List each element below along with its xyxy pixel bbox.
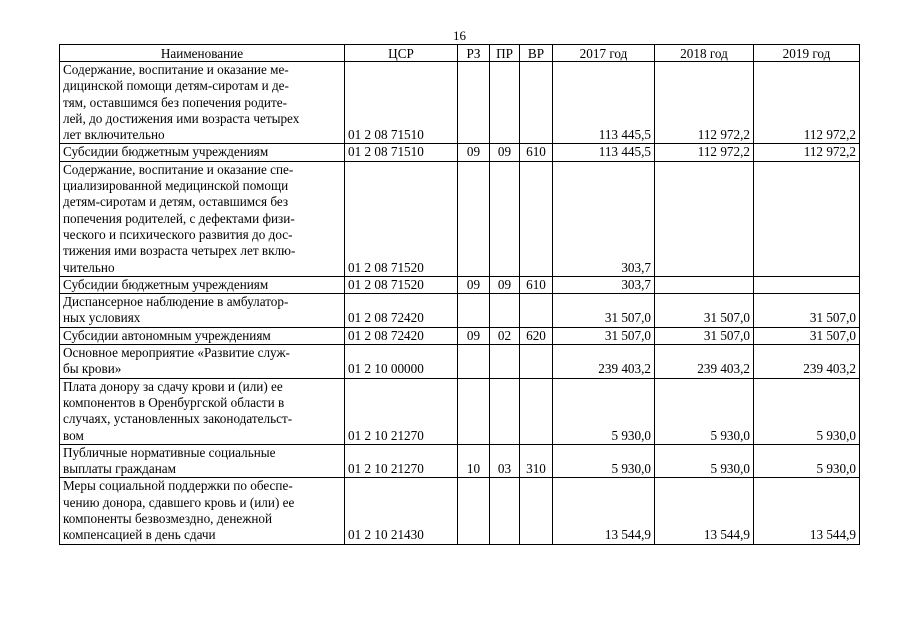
cell-rz: 09 xyxy=(458,327,490,344)
cell-pr: 03 xyxy=(490,444,520,478)
cell-2018 xyxy=(655,161,754,276)
header-csr: ЦСР xyxy=(345,45,458,62)
name-line: компоненты безвозмездно, денежной xyxy=(63,511,273,527)
cell-2018: 31 507,0 xyxy=(655,294,754,328)
cell-2017: 5 930,0 xyxy=(553,444,655,478)
cell-rz xyxy=(458,345,490,379)
cell-2019: 112 972,2 xyxy=(754,62,860,144)
cell-name xyxy=(60,444,345,478)
table-row xyxy=(60,161,860,276)
cell-vr: 620 xyxy=(520,327,553,344)
cell-vr xyxy=(520,161,553,276)
name-line: чительно xyxy=(63,259,115,275)
cell-csr: 01 2 08 71510 xyxy=(345,62,458,144)
cell-2018: 112 972,2 xyxy=(655,62,754,144)
header-2018: 2018 год xyxy=(655,45,754,62)
name-line: попечения родителей, с дефектами физи- xyxy=(63,210,295,226)
cell-pr xyxy=(490,378,520,444)
cell-rz: 10 xyxy=(458,444,490,478)
table-row xyxy=(60,144,860,161)
table-row xyxy=(60,345,860,379)
cell-vr xyxy=(520,345,553,379)
cell-rz xyxy=(458,378,490,444)
cell-2018: 112 972,2 xyxy=(655,144,754,161)
cell-vr xyxy=(520,62,553,144)
name-line: компенсацией в день сдачи xyxy=(63,527,216,543)
name-line: дицинской помощи детям-сиротам и де- xyxy=(63,78,289,94)
name-line: Публичные нормативные социальные xyxy=(63,444,276,460)
name-line: Плата донору за сдачу крови и (или) ее xyxy=(63,378,283,394)
cell-name xyxy=(60,345,345,379)
cell-csr: 01 2 08 72420 xyxy=(345,327,458,344)
header-vr: ВР xyxy=(520,45,553,62)
name-line: выплаты гражданам xyxy=(63,461,176,477)
cell-name xyxy=(60,161,345,276)
table-row xyxy=(60,378,860,444)
page-number: 16 xyxy=(453,28,466,43)
table-row xyxy=(60,327,860,344)
cell-2018: 239 403,2 xyxy=(655,345,754,379)
cell-pr xyxy=(490,478,520,544)
name-line: лет включительно xyxy=(63,127,165,143)
name-line: чению донора, сдавшего кровь и (или) ее xyxy=(63,494,295,510)
cell-2019 xyxy=(754,276,860,293)
cell-2017: 31 507,0 xyxy=(553,327,655,344)
cell-2017: 13 544,9 xyxy=(553,478,655,544)
name-line: Субсидии бюджетным учреждениям xyxy=(63,276,269,292)
cell-name xyxy=(60,378,345,444)
cell-2017: 303,7 xyxy=(553,276,655,293)
cell-vr: 610 xyxy=(520,144,553,161)
cell-rz: 09 xyxy=(458,144,490,161)
name-line: тям, оставшимся без попечения родите- xyxy=(63,94,287,110)
budget-table xyxy=(59,44,860,545)
name-line: Меры социальной поддержки по обеспе- xyxy=(63,478,293,494)
cell-2019 xyxy=(754,161,860,276)
name-line: лей, до достижения ими возраста четырех xyxy=(63,110,300,126)
table-row xyxy=(60,62,860,144)
name-line: ных условиях xyxy=(63,310,141,326)
cell-pr xyxy=(490,345,520,379)
name-line: вом xyxy=(63,427,84,443)
table-row xyxy=(60,478,860,544)
cell-2017: 31 507,0 xyxy=(553,294,655,328)
cell-2018: 31 507,0 xyxy=(655,327,754,344)
cell-2018: 5 930,0 xyxy=(655,444,754,478)
header-2019: 2019 год xyxy=(754,45,860,62)
name-line: детям-сиротам и детям, оставшимся без xyxy=(63,194,289,210)
table-header-row xyxy=(60,45,860,62)
cell-2018 xyxy=(655,276,754,293)
header-name: Наименование xyxy=(60,45,345,62)
cell-2019: 239 403,2 xyxy=(754,345,860,379)
cell-vr xyxy=(520,478,553,544)
name-line: циализированной медицинской помощи xyxy=(63,178,289,194)
cell-name xyxy=(60,327,345,344)
name-line: Субсидии бюджетным учреждениям xyxy=(63,144,269,160)
cell-csr: 01 2 10 21430 xyxy=(345,478,458,544)
cell-pr: 09 xyxy=(490,144,520,161)
name-line: бы крови» xyxy=(63,361,122,377)
table-row xyxy=(60,276,860,293)
name-line: Субсидии автономным учреждениям xyxy=(63,327,271,343)
name-line: Диспансерное наблюдение в амбулатор- xyxy=(63,294,289,310)
cell-vr: 610 xyxy=(520,276,553,293)
cell-csr: 01 2 08 71520 xyxy=(345,161,458,276)
cell-name xyxy=(60,294,345,328)
cell-2017: 303,7 xyxy=(553,161,655,276)
cell-name xyxy=(60,478,345,544)
cell-2018: 5 930,0 xyxy=(655,378,754,444)
cell-rz xyxy=(458,478,490,544)
name-line: тижения ими возраста четырех лет вклю- xyxy=(63,243,296,259)
cell-csr: 01 2 10 21270 xyxy=(345,444,458,478)
cell-2019: 13 544,9 xyxy=(754,478,860,544)
name-line: ческого и психического развития до дос- xyxy=(63,226,293,242)
cell-csr: 01 2 08 72420 xyxy=(345,294,458,328)
cell-rz xyxy=(458,294,490,328)
name-line: компонентов в Оренбургской области в xyxy=(63,394,285,410)
name-line: Основное мероприятие «Развитие служ- xyxy=(63,345,290,361)
cell-2017: 239 403,2 xyxy=(553,345,655,379)
cell-pr xyxy=(490,294,520,328)
cell-pr xyxy=(490,62,520,144)
cell-name xyxy=(60,144,345,161)
cell-csr: 01 2 08 71520 xyxy=(345,276,458,293)
cell-name xyxy=(60,62,345,144)
cell-2017: 113 445,5 xyxy=(553,62,655,144)
table-row xyxy=(60,444,860,478)
cell-2017: 5 930,0 xyxy=(553,378,655,444)
cell-rz xyxy=(458,161,490,276)
cell-csr: 01 2 08 71510 xyxy=(345,144,458,161)
name-line: случаях, установленных законодательст- xyxy=(63,411,293,427)
cell-pr: 09 xyxy=(490,276,520,293)
header-2017: 2017 год xyxy=(553,45,655,62)
cell-2018: 13 544,9 xyxy=(655,478,754,544)
cell-2019: 112 972,2 xyxy=(754,144,860,161)
name-line: Содержание, воспитание и оказание спе- xyxy=(63,161,294,177)
cell-pr: 02 xyxy=(490,327,520,344)
cell-csr: 01 2 10 21270 xyxy=(345,378,458,444)
cell-rz xyxy=(458,62,490,144)
cell-rz: 09 xyxy=(458,276,490,293)
header-pr: ПР xyxy=(490,45,520,62)
cell-2019: 5 930,0 xyxy=(754,378,860,444)
cell-2019: 31 507,0 xyxy=(754,327,860,344)
table-body xyxy=(60,62,860,545)
cell-csr: 01 2 10 00000 xyxy=(345,345,458,379)
header-rz: РЗ xyxy=(458,45,490,62)
cell-2017: 113 445,5 xyxy=(553,144,655,161)
cell-vr: 310 xyxy=(520,444,553,478)
cell-2019: 5 930,0 xyxy=(754,444,860,478)
cell-name xyxy=(60,276,345,293)
table-row xyxy=(60,294,860,328)
cell-vr xyxy=(520,378,553,444)
cell-vr xyxy=(520,294,553,328)
cell-pr xyxy=(490,161,520,276)
cell-2019: 31 507,0 xyxy=(754,294,860,328)
name-line: Содержание, воспитание и оказание ме- xyxy=(63,62,289,77)
